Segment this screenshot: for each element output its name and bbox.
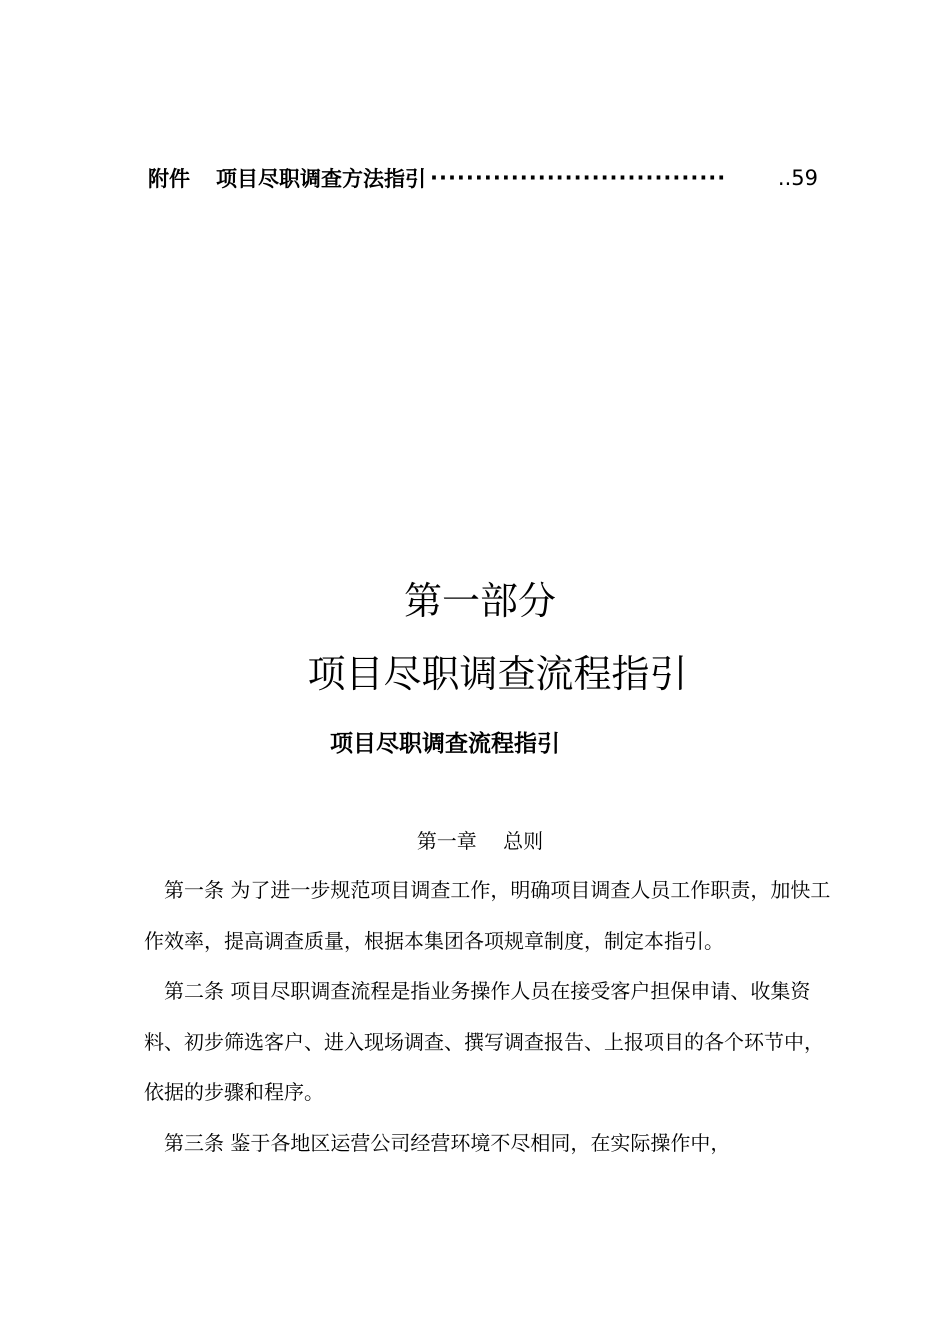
article-3: 第三条 鉴于各地区运营公司经营环境不尽相同，在实际操作中，	[164, 1130, 731, 1155]
article-2: 第二条 项目尽职调查流程是指业务操作人员在接受客户担保申请、收集资料、初步筛选客户、进入现场调查、撰写调查报告、上报项目的各个环节中，依据的步骤和程序。	[144, 979, 824, 1104]
part-heading: 第一部分	[403, 579, 556, 623]
toc-entry[interactable]	[148, 162, 818, 194]
chapter-title: 第一章 总则	[416, 829, 544, 853]
toc-leader: ·································	[430, 166, 727, 190]
part-title: 项目尽职调查流程指引	[307, 652, 688, 696]
toc-page-number: ..59	[777, 166, 818, 190]
toc-title: 项目尽职调查方法指引	[216, 167, 426, 191]
article-1: 第一条 为了进一步规范项目调查工作，明确项目调查人员工作职责，加快工作效率，提高调查质量，根据本集团各项规章制度，制定本指引。	[144, 878, 831, 953]
section-subtitle: 项目尽职调查流程指引	[330, 731, 560, 757]
chapter-body	[144, 865, 834, 1168]
toc-label: 附件	[148, 167, 190, 191]
